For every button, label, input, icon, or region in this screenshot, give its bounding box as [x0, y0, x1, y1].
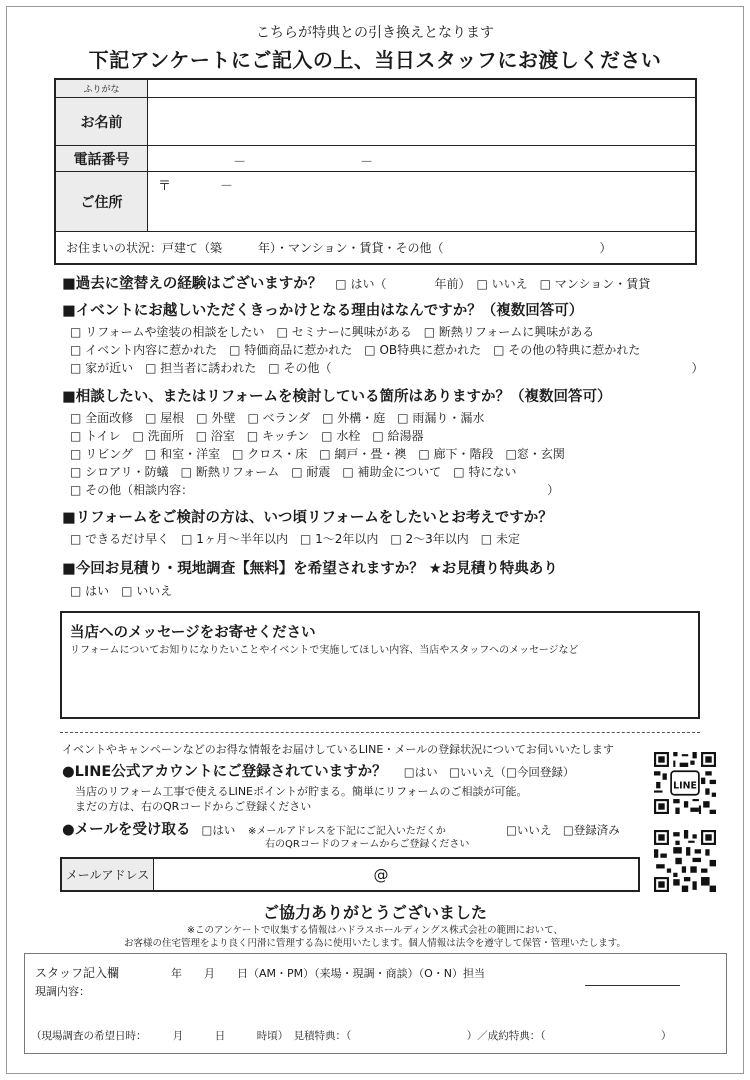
- mail-form-qr-code-icon[interactable]: [654, 830, 716, 892]
- q3-options-line-2[interactable]: □ トイレ □ 洗面所 □ 浴室 □ キッチン □ 水栓 □ 給湯器: [70, 429, 424, 443]
- email-field[interactable]: [60, 857, 640, 892]
- line-qr-label: LINE: [673, 780, 697, 792]
- staff-survey-label: 現調内容：: [35, 985, 90, 998]
- q4-options[interactable]: □ できるだけ早く □ 1ヶ月～半年以内 □ 1～2年以内 □ 2～3年以内 □ 未定: [70, 532, 520, 546]
- q2-heading: ■イベントにお越しいただくきっかけとなる理由はなんですか？（複数回答可）: [62, 303, 584, 319]
- subtitle: こちらが特典との引き換えとなります: [256, 25, 494, 41]
- q3-options-line-4[interactable]: □ シロアリ・防蟻 □ 断熱リフォーム □ 耐震 □ 補助金について □ 特にない: [70, 465, 517, 479]
- line-qr-code-icon[interactable]: [654, 752, 716, 814]
- q1-options[interactable]: □ はい（ 年前） □ いいえ □ マンション・賃貸: [335, 277, 651, 291]
- housing-status-row[interactable]: [56, 232, 695, 263]
- contact-intro: イベントやキャンペーンなどのお得な情報をお届けしているLINE・メールの登録状況についてお伺いいたします: [62, 743, 614, 756]
- q5-options[interactable]: □ はい □ いいえ: [70, 584, 173, 598]
- postal-dash: －: [220, 179, 234, 194]
- q1-heading: ■過去に塗替えの経験はございますか？: [62, 276, 323, 292]
- email-label: メールアドレス: [62, 859, 154, 890]
- q3-heading: ■相談したい、またはリフォームを検討している箇所はありますか？（複数回答可）: [62, 389, 612, 405]
- q4-heading: ■リフォームをご検討の方は、いつ頃リフォームをしたいとお考えですか？: [62, 510, 553, 526]
- mail-note-1: ※メールアドレスを下記にご記入いただくか: [248, 826, 446, 837]
- tel-label: 電話番号: [56, 146, 148, 171]
- q2-options-line-1[interactable]: □ リフォームや塗装の相談をしたい □ セミナーに興味がある □ 断熱リフォームに興味がある: [70, 325, 595, 339]
- privacy-note-2: お客様の住宅管理をより良く円滑に管理する為に使用いたします。個人情報は法令を遵守して保管・管理いたします。: [124, 938, 626, 949]
- q1: [62, 272, 650, 293]
- message-box[interactable]: [60, 611, 700, 719]
- q3-options-line-1[interactable]: □ 全面改修 □ 屋根 □ 外壁 □ ベランダ □ 外構・庭 □ 雨漏り・漏水: [70, 411, 485, 425]
- name-field[interactable]: [148, 98, 695, 145]
- mail-question: [62, 818, 235, 839]
- email-at-sign: @: [373, 865, 389, 884]
- line-note-1: 当店のリフォーム工事で使えるLINEポイントが貯まる。簡単にリフォームのご相談が可能。: [75, 785, 528, 798]
- furigana-field[interactable]: [148, 80, 695, 97]
- furigana-label: ふりがな: [56, 80, 148, 97]
- mail-yes-option[interactable]: □はい: [201, 823, 236, 837]
- mail-note-2: 右のQRコードのフォームからご登録ください: [265, 839, 470, 850]
- line-question: [62, 760, 574, 781]
- staff-section: [24, 953, 727, 1054]
- staff-rep-underline: [585, 985, 680, 986]
- line-heading: ●LINE公式アカウントにご登録されていますか？: [62, 764, 387, 780]
- staff-date-line[interactable]: 年 月 日（AM・PM）（来場・現調・商談）（O・N）担当: [171, 967, 486, 980]
- mail-no-options[interactable]: □いいえ □登録済み: [506, 823, 620, 837]
- staff-title: スタッフ記入欄: [35, 966, 120, 980]
- q3-options-line-5[interactable]: □ その他（相談内容： ）: [70, 483, 560, 497]
- line-note-2: まだの方は、右のQRコードからご登録ください: [75, 800, 312, 813]
- q3-options-line-3[interactable]: □ リビング □ 和室・洋室 □ クロス・床 □ 網戸・畳・襖 □ 廊下・階段 □窓・玄関: [70, 447, 565, 461]
- tel-dash-1: －: [233, 155, 247, 170]
- message-subtext: リフォームについてお知りになりたいことやイベントで実施してほしい内容、当店やスタッフへのメッセージなど: [70, 645, 579, 656]
- postal-mark: 〒: [158, 179, 172, 194]
- customer-info-table: [54, 78, 697, 265]
- q5-heading: ■今回お見積り・現地調査【無料】を希望されますか？ ★お見積り特典あり: [62, 561, 558, 577]
- name-label: お名前: [56, 98, 148, 145]
- privacy-note-1: ※このアンケートで収集する情報はハドラスホールディングス株式会社の範囲において、: [187, 925, 563, 936]
- thanks-message: ご協力ありがとうございました: [262, 903, 487, 922]
- tel-dash-2: －: [360, 155, 374, 170]
- message-heading: 当店へのメッセージをお寄せください: [70, 625, 316, 641]
- q2-options-line-2[interactable]: □ イベント内容に惹かれた □ 特価商品に惹かれた □ OB特典に惹かれた □ その他の特典に惹かれた: [70, 343, 641, 357]
- q2-options-line-3[interactable]: □ 家が近い □ 担当者に誘われた □ その他（ ）: [70, 361, 704, 375]
- mail-heading: ●メールを受け取る: [62, 822, 191, 838]
- address-label: ご住所: [56, 172, 148, 231]
- page-title: 下記アンケートにご記入の上、当日スタッフにお渡しください: [88, 48, 662, 72]
- housing-status: お住まいの状況：戸建て（築 年）・マンション・賃貸・その他（ ）: [66, 241, 612, 255]
- address-field[interactable]: [148, 172, 695, 231]
- line-options[interactable]: □はい □いいえ（□今回登録）: [403, 765, 575, 779]
- tel-field[interactable]: [148, 146, 695, 171]
- dashed-divider: [60, 732, 700, 733]
- staff-bottom-line[interactable]: （現場調査の希望日時： 月 日 時頃） 見積特典：（ ）／成約特典：（ ）: [31, 1030, 672, 1042]
